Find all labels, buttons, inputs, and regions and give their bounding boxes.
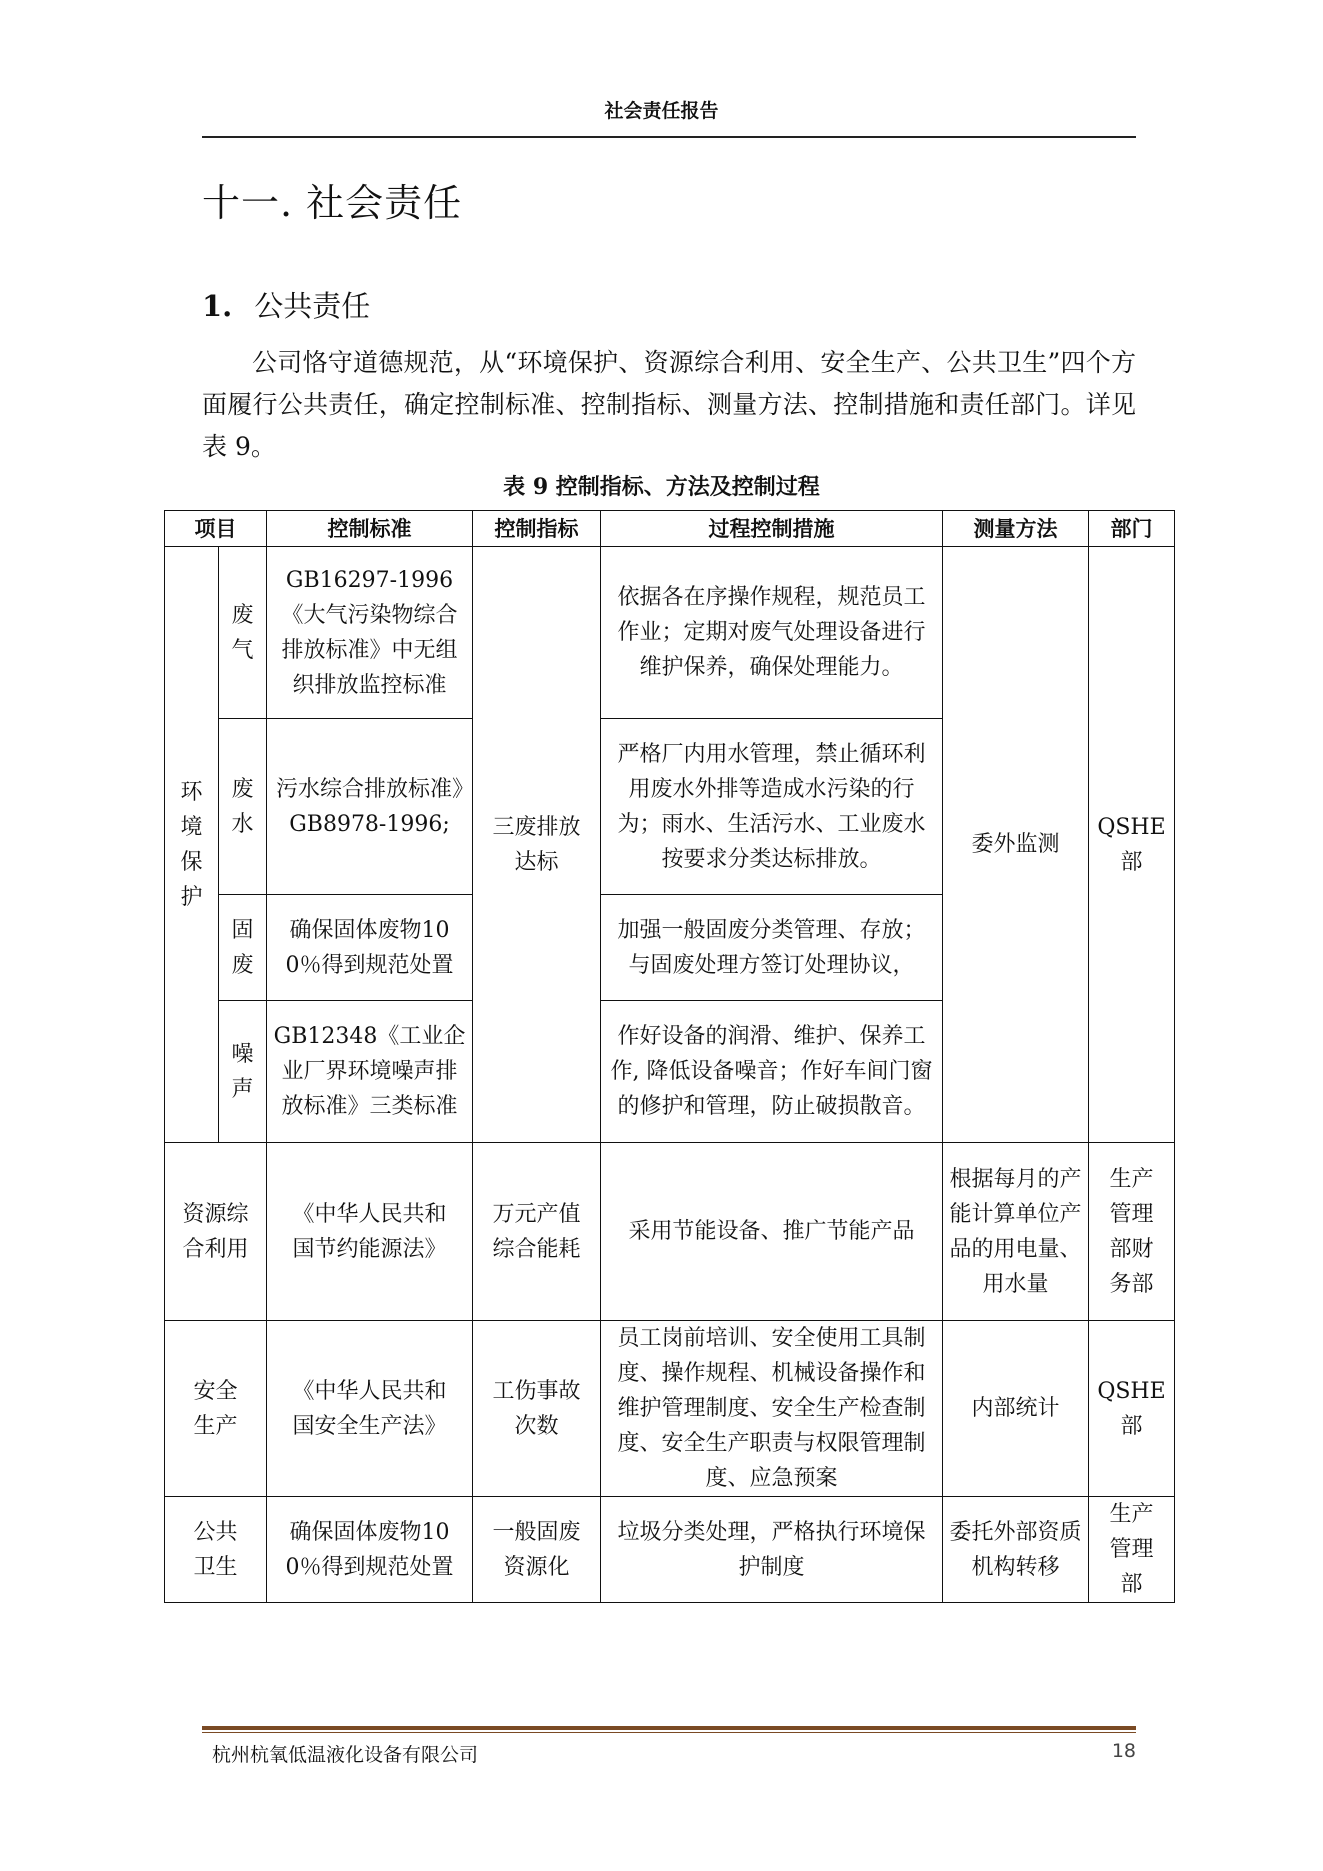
process-cell: 依据各在序操作规程，规范员工作业；定期对废气处理设备进行维护保养，确保处理能力。 — [601, 547, 943, 719]
chapter-title: 十一. 社会责任 — [202, 181, 463, 225]
indicator-cell: 万元产值综合能耗 — [473, 1143, 601, 1321]
sub-item-cell: 废水 — [219, 719, 267, 895]
sub-item-cell: 固废 — [219, 895, 267, 1001]
body-paragraph: 公司恪守道德规范，从“环境保护、资源综合利用、安全生产、公共卫生”四个方面履行公共责任，确定控制标准、控制指标、测量方法、控制措施和责任部门。详见表 9。 — [202, 348, 1136, 461]
header-cell-process: 过程控制措施 — [601, 511, 943, 547]
standard-cell: 确保固体废物100％得到规范处置 — [267, 895, 473, 1001]
footer-company: 杭州杭氧低温液化设备有限公司 — [212, 1744, 479, 1766]
item-cell: 公共卫生 — [165, 1497, 267, 1603]
running-header: 社会责任报告 — [604, 100, 719, 122]
table-row — [165, 547, 1175, 719]
indicator-cell: 一般固废资源化 — [473, 1497, 601, 1603]
standard-cell: GB16297-1996《大气污染物综合排放标准》中无组织排放监控标准 — [267, 547, 473, 719]
table-row — [165, 1497, 1175, 1603]
footer-rule-thin — [202, 1732, 1136, 1733]
control-table — [164, 510, 1175, 1603]
env-indicator-cell: 三废排放达标 — [473, 547, 601, 1143]
standard-cell: 确保固体废物100％得到规范处置 — [267, 1497, 473, 1603]
standard-cell: GB12348《工业企业厂界环境噪声排放标准》三类标准 — [267, 1001, 473, 1143]
process-cell: 加强一般固废分类管理、存放；与固废处理方签订处理协议， — [601, 895, 943, 1001]
footer-rule-thick — [202, 1726, 1136, 1730]
section-title-text: 公共责任 — [254, 289, 371, 323]
env-dept-cell: QSHE部 — [1089, 547, 1175, 1143]
env-item-cell: 环境保护 — [165, 547, 219, 1143]
page-number: 18 — [1111, 1740, 1136, 1762]
header-cell-indicator: 控制指标 — [473, 511, 601, 547]
header-cell-measure: 测量方法 — [943, 511, 1089, 547]
sub-item-cell: 废气 — [219, 547, 267, 719]
dept-cell: QSHE部 — [1089, 1321, 1175, 1497]
process-cell: 垃圾分类处理，严格执行环境保护制度 — [601, 1497, 943, 1603]
section-number: 1. — [202, 289, 233, 323]
measure-cell: 委托外部资质机构转移 — [943, 1497, 1089, 1603]
header-cell-dept: 部门 — [1089, 511, 1175, 547]
process-cell: 采用节能设备、推广节能产品 — [601, 1143, 943, 1321]
process-cell: 严格厂内用水管理，禁止循环利用废水外排等造成水污染的行为；雨水、生活污水、工业废水按要求分类达标排放。 — [601, 719, 943, 895]
table-row — [165, 1321, 1175, 1497]
measure-cell: 内部统计 — [943, 1321, 1089, 1497]
dept-cell: 生产管理部 — [1089, 1497, 1175, 1603]
dept-cell: 生产管理部财务部 — [1089, 1143, 1175, 1321]
table-caption: 表 9 控制指标、方法及控制过程 — [503, 474, 820, 500]
item-cell: 安全生产 — [165, 1321, 267, 1497]
sub-item-cell: 噪声 — [219, 1001, 267, 1143]
process-cell: 员工岗前培训、安全使用工具制度、操作规程、机械设备操作和维护管理制度、安全生产检查制度、安全生产职责与权限管理制度、应急预案 — [601, 1321, 943, 1497]
section-title — [202, 284, 370, 325]
item-cell: 资源综合利用 — [165, 1143, 267, 1321]
standard-cell: 《中华人民共和国安全生产法》 — [267, 1321, 473, 1497]
table-header-row — [165, 511, 1175, 547]
standard-cell: 《中华人民共和国节约能源法》 — [267, 1143, 473, 1321]
measure-cell: 根据每月的产能计算单位产品的用电量、用水量 — [943, 1143, 1089, 1321]
header-cell-item: 项目 — [165, 511, 267, 547]
standard-cell: 污水综合排放标准》GB8978-1996; — [267, 719, 473, 895]
indicator-cell: 工伤事故次数 — [473, 1321, 601, 1497]
env-measure-cell: 委外监测 — [943, 547, 1089, 1143]
header-cell-standard: 控制标准 — [267, 511, 473, 547]
process-cell: 作好设备的润滑、维护、保养工作, 降低设备噪音；作好车间门窗的修护和管理，防止破损散音。 — [601, 1001, 943, 1143]
table-row — [165, 1143, 1175, 1321]
header-rule — [202, 136, 1136, 138]
